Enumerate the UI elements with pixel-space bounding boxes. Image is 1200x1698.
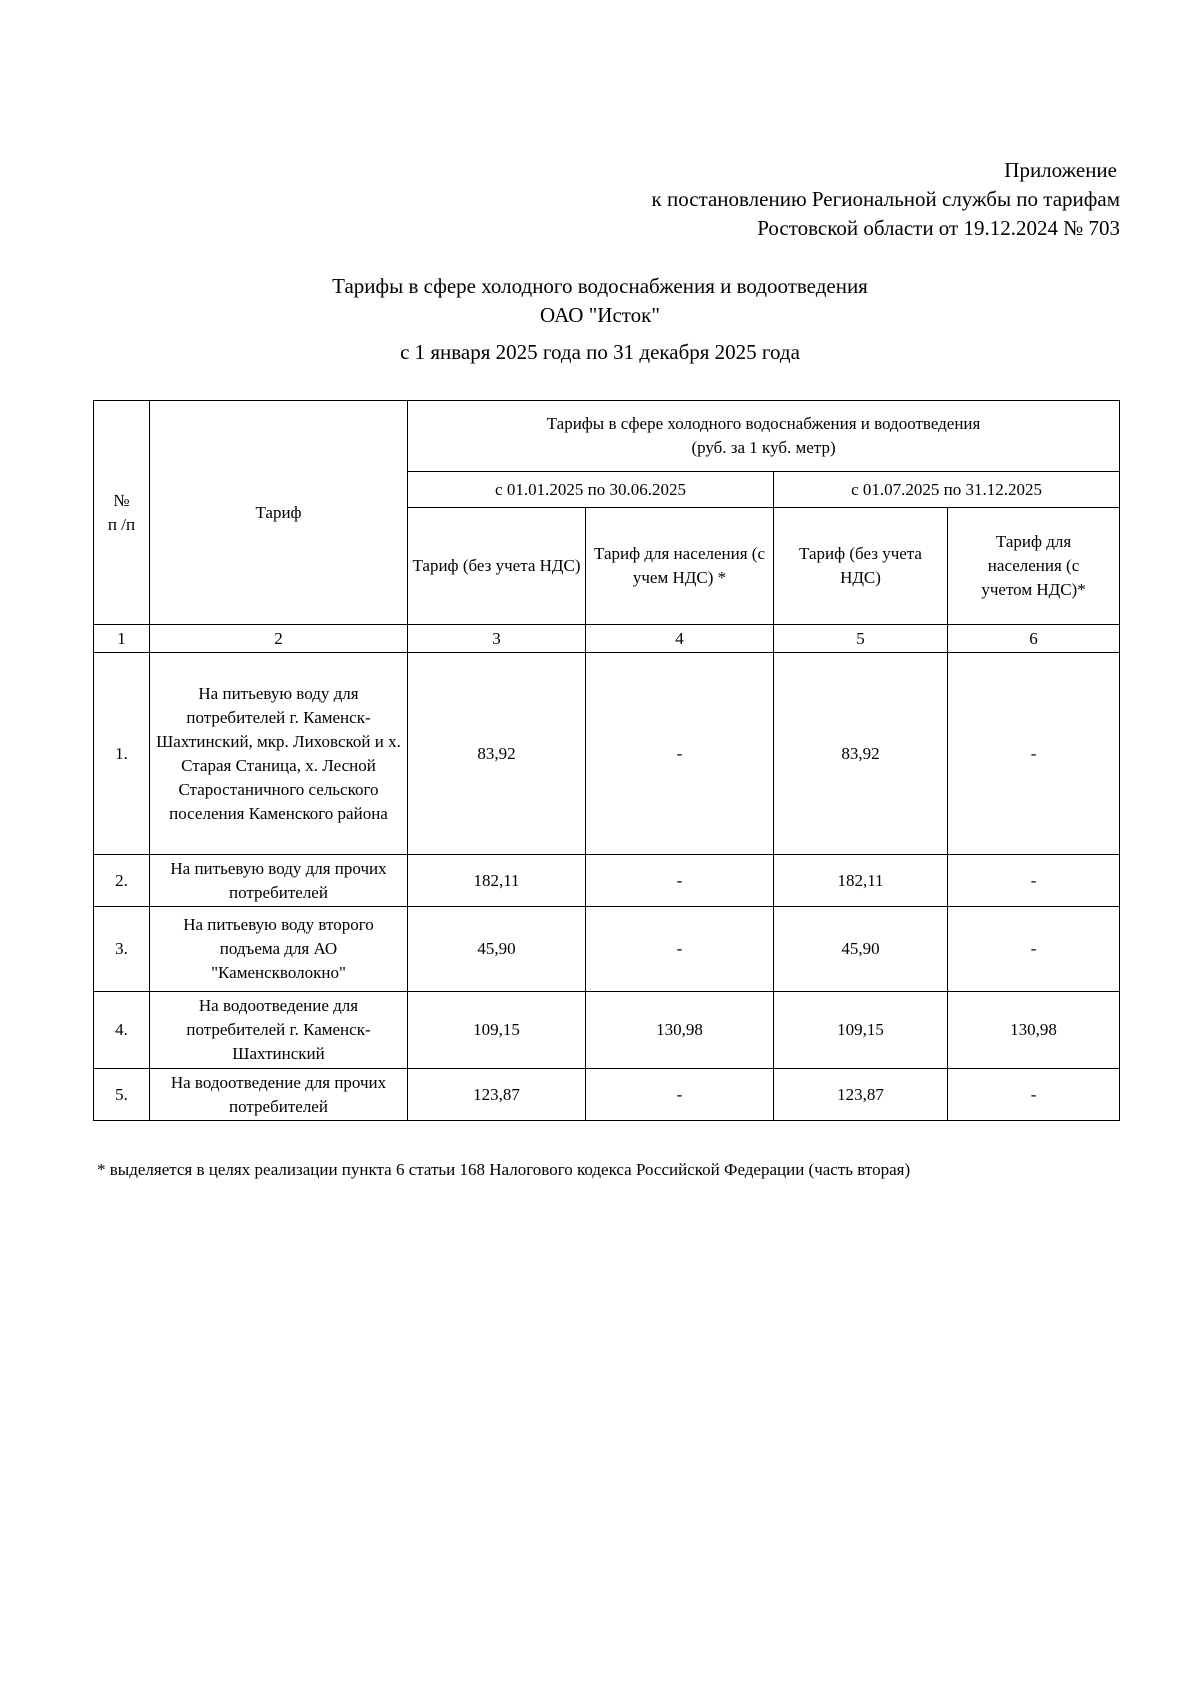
row-number: 2. — [94, 855, 150, 907]
row-p1-population: 130,98 — [586, 992, 774, 1069]
row-p2-population: - — [948, 907, 1120, 992]
table-row — [94, 907, 1120, 992]
row-p2-population: - — [948, 1069, 1120, 1121]
appendix-header — [652, 156, 1120, 243]
document-title: Тарифы в сфере холодного водоснабжения и водоотведения — [332, 274, 868, 298]
row-p2-base: 83,92 — [774, 653, 948, 855]
row-p1-population: - — [586, 907, 774, 992]
group-header: Тарифы в сфере холодного водоснабжения и водоотведения (руб. за 1 куб. метр) — [408, 401, 1120, 472]
row-number: 4. — [94, 992, 150, 1069]
header-row-1 — [94, 401, 1120, 472]
row-p1-population: - — [586, 653, 774, 855]
period-2-header: с 01.07.2025 по 31.12.2025 — [774, 472, 1120, 508]
col-number: 2 — [150, 625, 408, 653]
sub-header-p1-base: Тариф (без учета НДС) — [408, 508, 586, 625]
col-number: 1 — [94, 625, 150, 653]
row-tariff-name: На водоотведение для прочих потребителей — [150, 1069, 408, 1121]
col-number: 5 — [774, 625, 948, 653]
appendix-resolution: к постановлению Региональной службы по тарифам — [651, 187, 1120, 211]
row-p1-population: - — [586, 1069, 774, 1121]
row-p2-population: 130,98 — [948, 992, 1120, 1069]
row-tariff-name: На питьевую воду для потребителей г. Каменск-Шахтинский, мкр. Лиховской и х. Старая Станица, х. Лесной Старостаничного сельского поселения Каменского района — [150, 653, 408, 855]
row-p2-base: 45,90 — [774, 907, 948, 992]
table-row — [94, 653, 1120, 855]
table-row — [94, 1069, 1120, 1121]
table-row — [94, 855, 1120, 907]
col-number: 3 — [408, 625, 586, 653]
tariff-table — [93, 400, 1120, 1121]
table-row — [94, 992, 1120, 1069]
row-p1-base: 83,92 — [408, 653, 586, 855]
row-number: 1. — [94, 653, 150, 855]
col-tariff-header: Тариф — [150, 401, 408, 625]
organization-name: ОАО "Исток" — [540, 303, 660, 327]
row-tariff-name: На питьевую воду для прочих потребителей — [150, 855, 408, 907]
row-p2-base: 109,15 — [774, 992, 948, 1069]
row-p2-base: 182,11 — [774, 855, 948, 907]
col-number: 6 — [948, 625, 1120, 653]
sub-header-p2-population: Тариф для населения (с учетом НДС)* — [948, 508, 1120, 625]
row-p2-population: - — [948, 653, 1120, 855]
sub-header-p2-base: Тариф (без учета НДС) — [774, 508, 948, 625]
appendix-label: Приложение — [1004, 158, 1117, 182]
footnote: * выделяется в целях реализации пункта 6 статьи 168 Налогового кодекса Российской Федерации (часть вторая) — [97, 1160, 911, 1179]
column-number-row — [94, 625, 1120, 653]
col-number: 4 — [586, 625, 774, 653]
col-num-header: № п /п — [94, 401, 150, 625]
row-p1-base: 123,87 — [408, 1069, 586, 1121]
appendix-date-number: Ростовской области от 19.12.2024 № 703 — [757, 216, 1120, 240]
row-p1-base: 109,15 — [408, 992, 586, 1069]
row-number: 3. — [94, 907, 150, 992]
row-p1-base: 45,90 — [408, 907, 586, 992]
row-tariff-name: На питьевую воду второго подъема для АО "Каменскволокно" — [150, 907, 408, 992]
row-p1-population: - — [586, 855, 774, 907]
row-number: 5. — [94, 1069, 150, 1121]
validity-period: с 1 января 2025 года по 31 декабря 2025 года — [400, 340, 800, 364]
sub-header-p1-population: Тариф для населения (с учем НДС) * — [586, 508, 774, 625]
row-p1-base: 182,11 — [408, 855, 586, 907]
period-1-header: с 01.01.2025 по 30.06.2025 — [408, 472, 774, 508]
row-p2-population: - — [948, 855, 1120, 907]
row-p2-base: 123,87 — [774, 1069, 948, 1121]
row-tariff-name: На водоотведение для потребителей г. Каменск-Шахтинский — [150, 992, 408, 1069]
